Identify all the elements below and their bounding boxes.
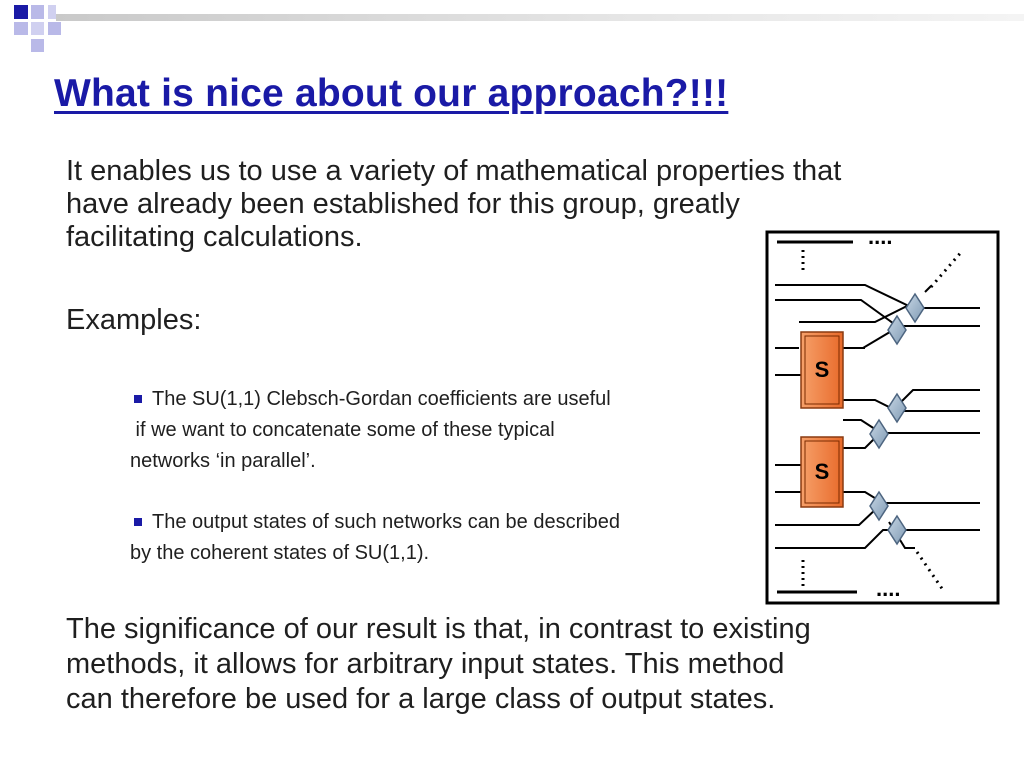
optical-network-diagram	[765, 230, 1000, 605]
top-bar	[56, 14, 1024, 21]
bullet-marker	[134, 395, 142, 403]
conclusion-line: methods, it allows for arbitrary input states. This method	[66, 648, 785, 680]
decor-square-lavender	[14, 22, 28, 35]
corner-decoration	[0, 0, 1024, 60]
bullet-text: The output states of such networks can be described	[152, 511, 621, 533]
conclusion-line: The significance of our result is that, in contrast to existing	[66, 613, 811, 645]
decor-square-lavender	[31, 22, 44, 35]
bullet-text: by the coherent states of SU(1,1).	[130, 542, 430, 564]
bullet-text: networks ‘in parallel’.	[130, 450, 316, 472]
conclusion-paragraph	[66, 612, 986, 717]
slide-title: What is nice about our approach?!!!	[54, 72, 729, 115]
bullet-text: The SU(1,1) Clebsch-Gordan coefficients are useful	[152, 388, 611, 410]
examples-label: Examples:	[66, 304, 202, 336]
bullet-item-coherent-states	[130, 507, 770, 569]
bullet-text: if we want to concatenate some of these typical	[130, 419, 555, 441]
bullet-marker	[134, 518, 142, 526]
intro-line: facilitating calculations.	[66, 221, 363, 253]
decor-square-lavender	[31, 5, 44, 19]
ellipsis-bottom: ....	[876, 576, 901, 601]
bullet-item-clebsch-gordan	[130, 384, 770, 477]
intro-line: have already been established for this group, greatly	[66, 188, 740, 220]
decor-square-lavender	[31, 39, 44, 52]
intro-line: It enables us to use a variety of mathematical properties that	[66, 155, 842, 187]
squeezer-label: S	[814, 357, 830, 382]
decor-square-lavender	[48, 5, 56, 19]
conclusion-line: can therefore be used for a large class of output states.	[66, 683, 776, 715]
decor-square-lavender	[48, 22, 61, 35]
decor-square-navy	[14, 5, 28, 19]
squeezer-label: S	[814, 459, 830, 484]
ellipsis-top: ....	[868, 230, 893, 249]
